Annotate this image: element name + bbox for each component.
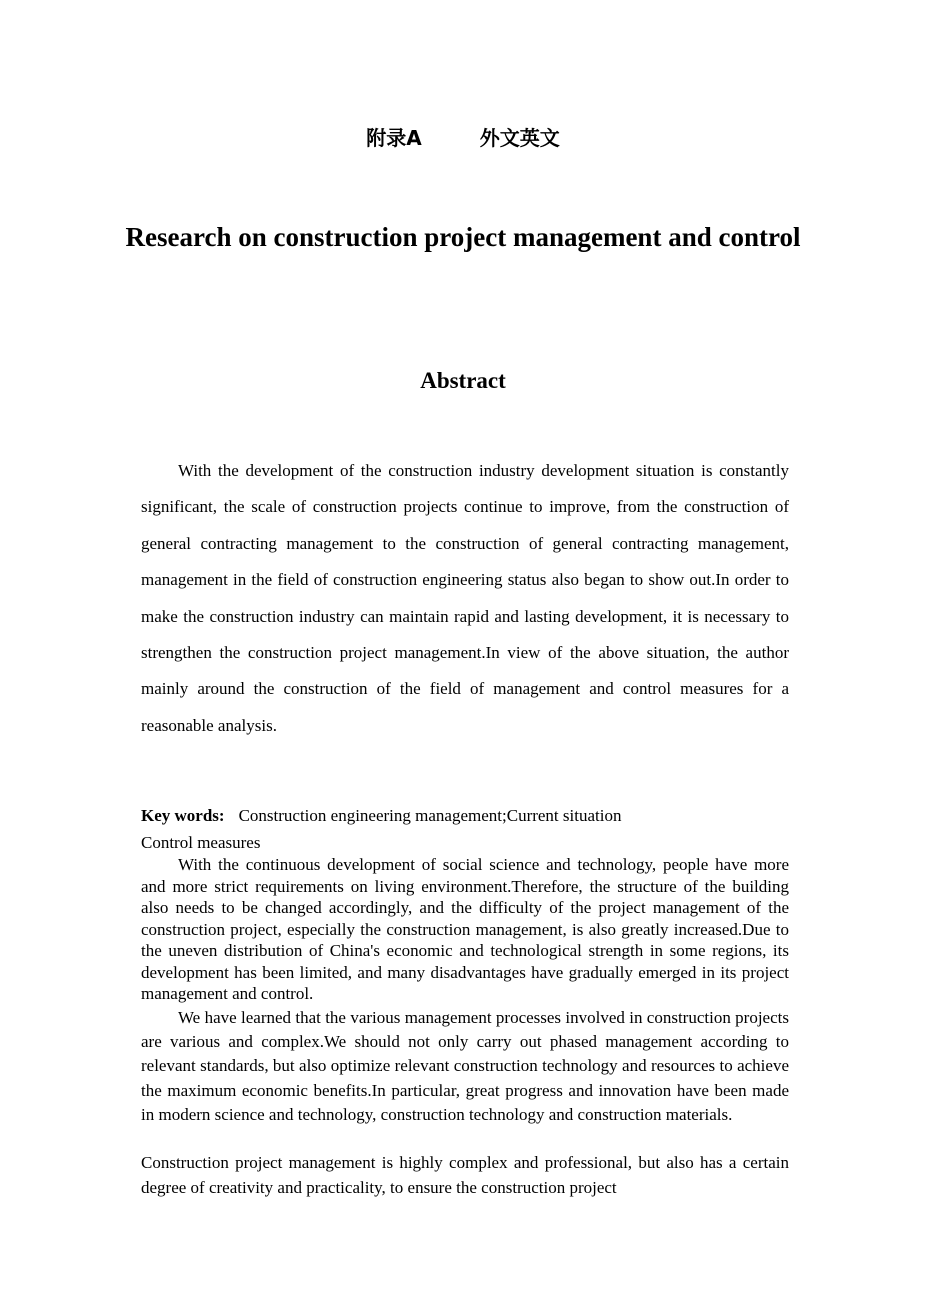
keywords-line [141,805,789,827]
appendix-label: 附录A [366,126,422,150]
abstract-heading: Abstract [420,368,506,393]
keywords-text: Construction engineering management;Current situation [238,806,622,825]
appendix-title: 外文英文 [479,126,560,150]
keywords-label: Key words: [141,806,225,825]
abstract-text: With the development of the construction industry development situation is constantly significant, the scale of construction projects continue to improve, from the construction of general contracting management to the construction of general contracting management, management in the field of construction engineering status also began to show out.In order to make the construction industry can maintain rapid and lasting development, it is necessary to strengthen the construction project management.In view of the above situation, the author mainly around the construction of the field of management and control measures for a reasonable analysis. [141,461,789,735]
body-paragraph-3: Construction project management is highly complex and professional, but also has a certain degree of creativity and practicality, to ensure the construction project [141,1153,789,1197]
appendix-header [0,124,926,152]
body-paragraph-1: With the continuous development of social science and technology, people have more and more strict requirements on living environment.Therefore, the structure of the building also needs to be changed accordingly, and the difficulty of the project management of the construction project, especially the construction management, is also greatly increased.Due to the uneven distribution of China's economic and technological strength in some regions, its development has been limited, and many disadvantages have gradually emerged in its project management and control. [141,855,789,1003]
paper-title: Research on construction project management and control [125,222,801,252]
body-paragraph-2: We have learned that the various management processes involved in construction projects are various and complex.We should not only carry out phased management according to relevant standards, but also optimize relevant construction technology and resources to achieve the maximum economic benefits.In particular, great progress and innovation have been made in modern science and technology, construction technology and construction materials. [141,1008,789,1124]
keywords-continuation: Control measures [141,833,261,852]
